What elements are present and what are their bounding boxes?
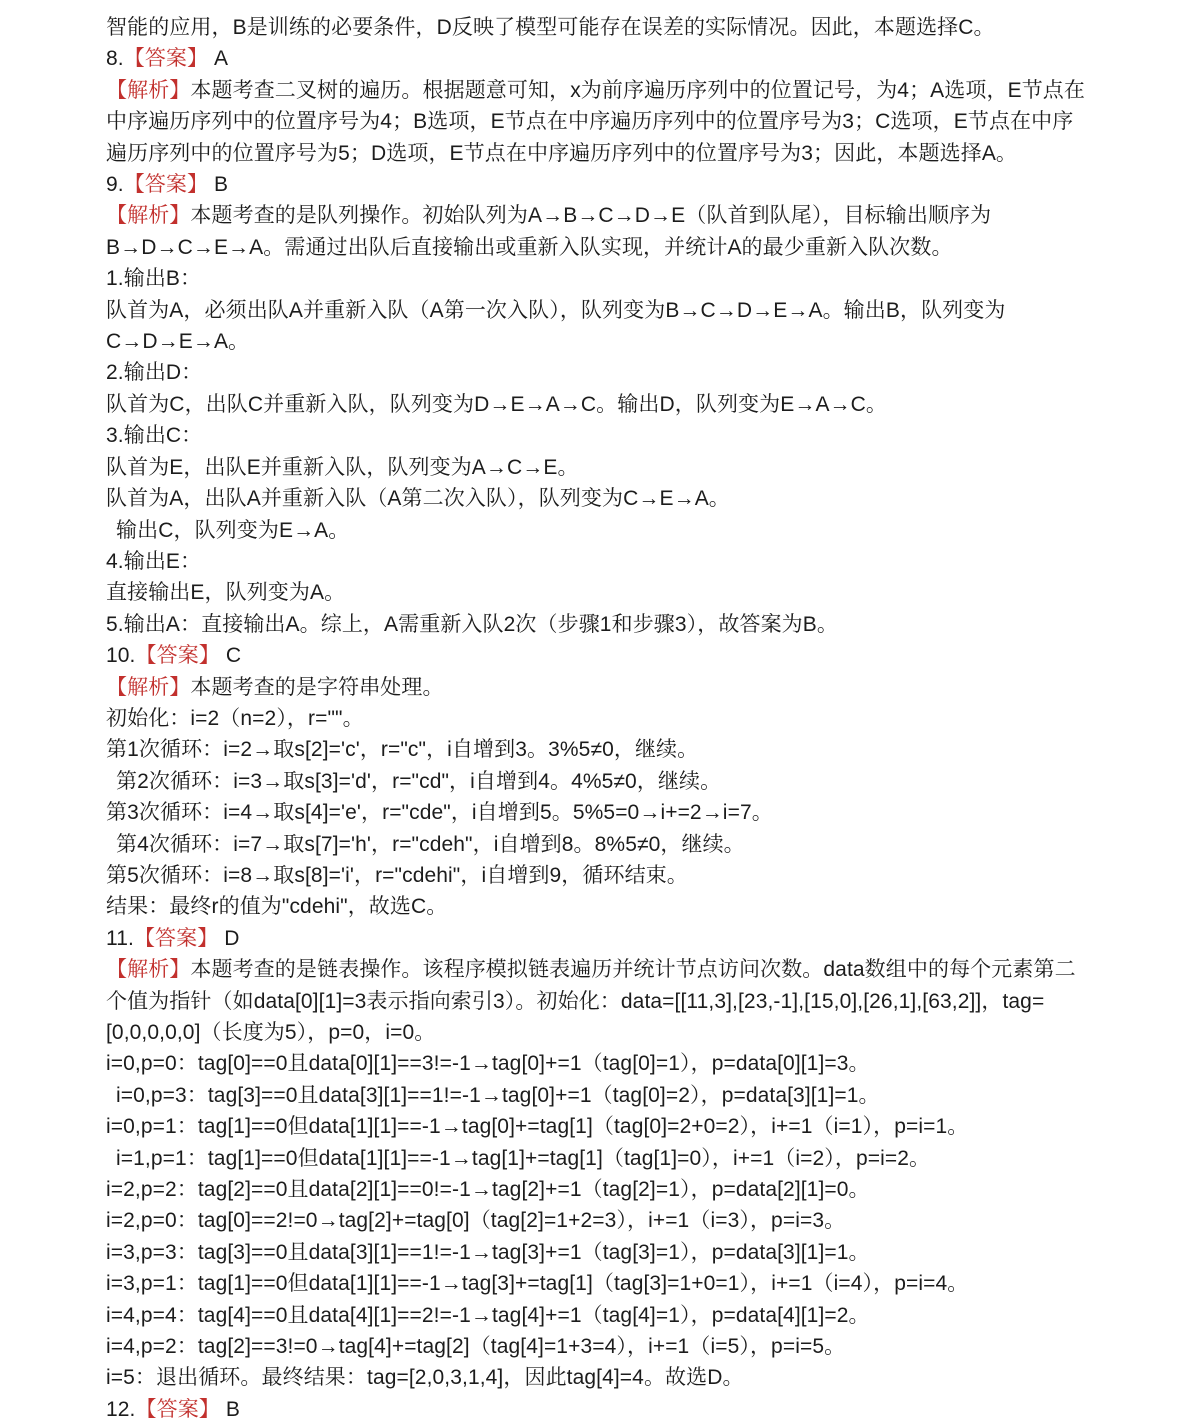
text-line [106,515,1100,546]
text-segment: 2.输出D： [106,361,203,385]
text-segment: 智能的应用，B是训练的必要条件，D反映了模型可能存在误差的实际情况。因此，本题选择C。 [106,16,995,39]
text-segment: 队首为A，出队A并重新入队（A第二次入队），队列变为C→E→A。 [106,487,730,511]
text-line [106,43,1100,74]
text-segment: 直接输出E，队列变为A。 [106,581,346,605]
text-segment: 队首为C，出队C并重新入队，队列变为D→E→A→C。输出D，队列变为E→A→C。 [106,392,888,416]
text-line [106,1331,1100,1362]
text-line [106,1143,1100,1174]
text-line [106,452,1100,483]
text-line [106,1394,1100,1425]
text-segment: i=0,p=1：tag[1]==0但data[1][1]==-1→tag[0]+=tag[1]（tag[0]=2+0=2），i+=1（i=1），p=i=1。 [106,1115,969,1139]
text-line [106,923,1100,954]
text-segment: [0,0,0,0,0]（长度为5），p=0，i=0。 [106,1021,436,1044]
text-segment: A [208,47,229,71]
text-line [106,954,1100,985]
text-line [106,1205,1100,1236]
text-line [106,106,1100,137]
text-line [106,357,1100,388]
text-segment: 第2次循环：i=3→取s[3]='d'，r="cd"，i自增到4。4%5≠0，继续。 [116,769,722,793]
text-segment: i=0,p=3：tag[3]==0且data[3][1]==1!=-1→tag[0]+=1（tag[0]=2），p=data[3][1]=1。 [116,1083,880,1107]
text-segment: i=2,p=2：tag[2]==0且data[2][1]==0!=-1→tag[2]+=1（tag[2]=1），p=data[2][1]=0。 [106,1178,870,1202]
text-segment: 队首为A，必须出队A并重新入队（A第一次入队），队列变为B→C→D→E→A。输出B，队列变为 [106,298,1006,322]
answer-label: 【答案】 [133,926,219,950]
text-line [106,734,1100,765]
text-line [106,169,1100,200]
text-segment: 初始化：i=2（n=2），r=""。 [106,706,364,730]
text-line [106,326,1100,357]
text-line [106,546,1100,577]
text-segment: 1.输出B： [106,267,202,291]
text-line [106,577,1100,608]
text-line [106,200,1100,231]
text-segment: C→D→E→A。 [106,330,250,354]
text-line [106,1174,1100,1205]
answer-label: 【答案】 [123,173,209,197]
text-segment: D [218,926,240,950]
text-segment: 本题考查的是链表操作。该程序模拟链表遍历并统计节点访问次数。data数组中的每个元素第二 [190,958,1076,982]
text-segment: 11. [106,926,134,950]
text-line [106,797,1100,828]
text-segment: i=4,p=2：tag[2]==3!=0→tag[4]+=tag[2]（tag[4]=1+3=4），i+=1（i=5），p=i=5。 [106,1335,846,1359]
text-segment: 本题考查的是队列操作。初始队列为A→B→C→D→E（队首到队尾），目标输出顺序为 [190,204,992,228]
text-line [106,1300,1100,1331]
text-segment: 结果：最终r的值为"cdehi"，故选C。 [106,895,448,919]
text-segment: 10. [106,644,136,668]
text-segment: 本题考查二叉树的遍历。根据题意可知，x为前序遍历序列中的位置记号，为4；A选项，E节点在 [190,78,1085,102]
text-line [106,1017,1100,1048]
text-segment: i=2,p=0：tag[0]==2!=0→tag[2]+=tag[0]（tag[2]=1+2=3），i+=1（i=3），p=i=3。 [106,1209,846,1233]
answer-label: 【答案】 [135,1397,220,1421]
text-segment: i=1,p=1：tag[1]==0但data[1][1]==-1→tag[1]+=tag[1]（tag[1]=0），i+=1（i=2），p=i=2。 [116,1146,931,1170]
text-line [106,1048,1100,1079]
text-line [106,672,1100,703]
text-line [106,891,1100,922]
text-segment: 本题考查的是字符串处理。 [190,675,444,699]
text-line [106,1111,1100,1142]
text-line [106,703,1100,734]
analysis-label: 【解析】 [106,78,191,102]
text-line [106,986,1100,1017]
text-line [106,389,1100,420]
text-line [106,829,1100,860]
text-line [106,1362,1100,1393]
text-segment: 第5次循环：i=8→取s[8]='i'，r="cdehi"，i自增到9，循环结束。 [106,863,688,887]
text-segment: 4.输出E： [106,549,202,573]
text-line [106,420,1100,451]
text-segment: 9. [106,173,124,197]
analysis-label: 【解析】 [106,204,191,228]
text-segment: 8. [106,47,124,71]
text-segment: 5.输出A：直接输出A。综上，A需重新入队2次（步骤1和步骤3），故答案为B。 [106,612,838,636]
text-segment: B [219,1397,240,1421]
text-segment: 中序遍历序列中的位置序号为4；B选项，E节点在中序遍历序列中的位置序号为3；C选项，E节点在中序 [106,110,1074,134]
text-segment: 3.输出C： [106,424,203,448]
text-segment: 遍历序列中的位置序号为5；D选项，E节点在中序遍历序列中的位置序号为3；因此，本题选择A。 [106,141,1018,165]
text-line [106,1080,1100,1111]
text-line [106,640,1100,671]
text-line [106,75,1100,106]
text-segment: C [219,644,242,668]
text-segment: 第4次循环：i=7→取s[7]='h'，r="cdeh"，i自增到8。8%5≠0，继续。 [116,832,745,856]
text-line [106,609,1100,640]
answer-label: 【答案】 [135,644,220,668]
text-segment: 队首为E，出队E并重新入队，队列变为A→C→E。 [106,455,579,479]
text-segment: B [208,173,229,197]
text-line [106,766,1100,797]
text-line [106,12,1100,43]
text-line [106,483,1100,514]
text-line [106,295,1100,326]
text-segment: 12. [106,1397,136,1421]
text-segment: i=3,p=1：tag[1]==0但data[1][1]==-1→tag[3]+=tag[1]（tag[3]=1+0=1），i+=1（i=4），p=i=4。 [106,1272,969,1296]
text-segment: i=5：退出循环。最终结果：tag=[2,0,3,1,4]，因此tag[4]=4。故选D。 [106,1366,744,1390]
analysis-label: 【解析】 [106,958,191,982]
text-segment: B→D→C→E→A。需通过出队后直接输出或重新入队实现，并统计A的最少重新入队次数。 [106,235,953,259]
analysis-label: 【解析】 [106,675,191,699]
text-segment: i=3,p=3：tag[3]==0且data[3][1]==1!=-1→tag[3]+=1（tag[3]=1），p=data[3][1]=1。 [106,1240,870,1264]
text-segment: 个值为指针（如data[0][1]=3表示指向索引3）。初始化：data=[[11,3],[23,-1],[15,0],[26,1],[63,2]]，tag= [106,989,1045,1013]
text-line [106,1237,1100,1268]
document-body [106,12,1100,1425]
text-segment: i=0,p=0：tag[0]==0且data[0][1]==3!=-1→tag[0]+=1（tag[0]=1），p=data[0][1]=3。 [106,1052,870,1076]
text-segment: 第1次循环：i=2→取s[2]='c'，r="c"，i自增到3。3%5≠0，继续。 [106,738,699,762]
answer-label: 【答案】 [123,47,209,71]
text-line [106,138,1100,169]
text-line [106,263,1100,294]
text-segment: 第3次循环：i=4→取s[4]='e'，r="cde"，i自增到5。5%5=0→i+=2→i=7。 [106,801,773,825]
text-line [106,232,1100,263]
text-line [106,1268,1100,1299]
text-segment: i=4,p=4：tag[4]==0且data[4][1]==2!=-1→tag[4]+=1（tag[4]=1），p=data[4][1]=2。 [106,1303,870,1327]
text-line [106,860,1100,891]
text-segment: 输出C，队列变为E→A。 [116,518,350,542]
